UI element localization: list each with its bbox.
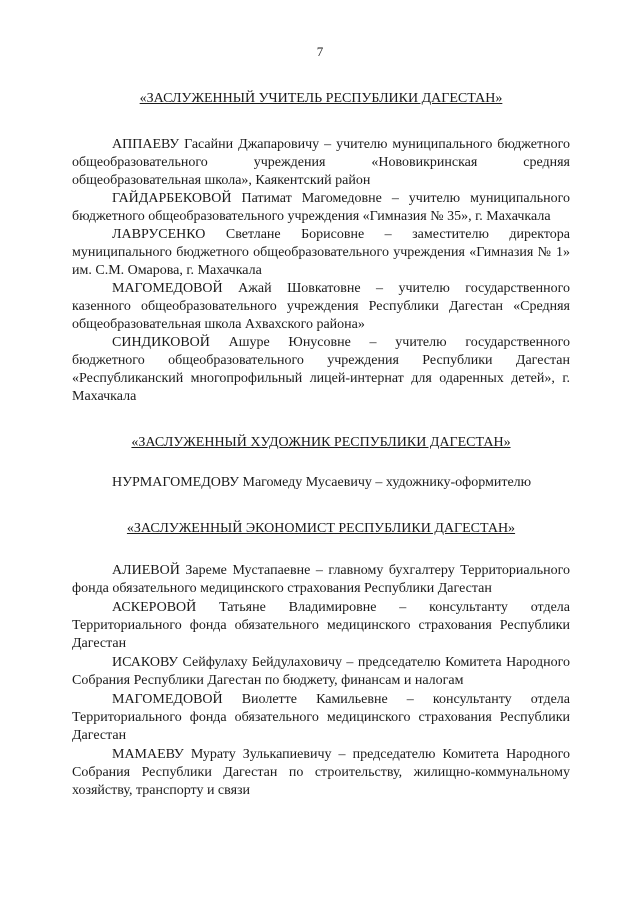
award-entry: АСКЕРОВОЙ Татьяне Владимировне – консультанту отдела Территориального фонда обязательного медицинского страхования Республики Дагестан <box>72 600 570 651</box>
award-entry: ЛАВРУСЕНКО Светлане Борисовне – заместителю директора муниципального бюджетного общеобразовательного учреждения «Гимназия № 1» им. С.М. Омарова, г. Махачкала <box>72 227 570 278</box>
award-entry: ГАЙДАРБЕКОВОЙ Патимат Магомедовне – учителю муниципального бюджетного общеобразовательного учреждения «Гимназия № 35», г. Махачкала <box>72 191 570 224</box>
section-honored-artist <box>72 434 570 492</box>
section-heading: «ЗАСЛУЖЕННЫЙ УЧИТЕЛЬ РЕСПУБЛИКИ ДАГЕСТАН» <box>139 91 503 106</box>
section-heading: «ЗАСЛУЖЕННЫЙ ХУДОЖНИК РЕСПУБЛИКИ ДАГЕСТАН» <box>131 435 511 450</box>
award-entry: АППАЕВУ Гасайни Джапаровичу – учителю муниципального бюджетного общеобразовательного учреждения «Нововикринская средняя общеобразовательная школа», Каякентский район <box>72 137 570 188</box>
page-number: 7 <box>316 44 324 59</box>
award-entry: СИНДИКОВОЙ Ашуре Юнусовне – учителю государственного бюджетного общеобразовательного учреждения Республики Дагестан «Республиканский многопрофильный лицей-интернат для одаренных детей», г. Махачкала <box>72 335 570 404</box>
award-entry: НУРМАГОМЕДОВУ Магомеду Мусаевичу – художнику-оформителю <box>112 475 532 490</box>
section-honored-economist <box>72 520 570 800</box>
award-entry: МАГОМЕДОВОЙ Ажай Шовкатовне – учителю государственного казенного общеобразовательного учреждения Республики Дагестан «Средняя общеобразовательная школа Ахвахского района» <box>72 281 570 332</box>
document-body <box>72 90 570 800</box>
award-entry: МАГОМЕДОВОЙ Виолетте Камильевне – консультанту отдела Территориального фонда обязательного медицинского страхования Республики Дагестан <box>72 692 570 743</box>
section-honored-teacher <box>72 90 570 406</box>
award-entry: АЛИЕВОЙ Зареме Мустапаевне – главному бухгалтеру Территориального фонда обязательного медицинского страхования Республики Дагестан <box>72 563 570 596</box>
section-heading: «ЗАСЛУЖЕННЫЙ ЭКОНОМИСТ РЕСПУБЛИКИ ДАГЕСТАН» <box>126 521 516 536</box>
award-entry: МАМАЕВУ Мурату Зулькапиевичу – председателю Комитета Народного Собрания Республики Дагестан по строительству, жилищно-коммунальному хозяйству, транспорту и связи <box>72 747 570 798</box>
award-entry: ИСАКОВУ Сейфулаху Бейдулаховичу – председателю Комитета Народного Собрания Республики Дагестан по бюджету, финансам и налогам <box>72 655 570 688</box>
